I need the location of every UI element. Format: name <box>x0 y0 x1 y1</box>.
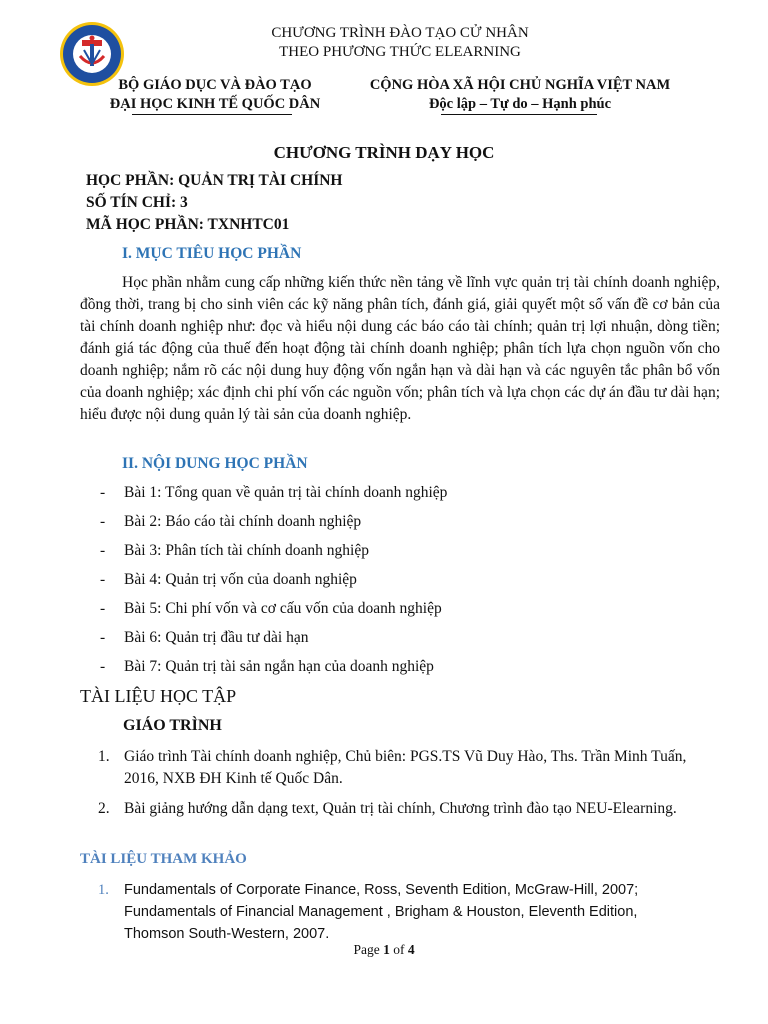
nation-motto: Độc lập – Tự do – Hạnh phúc <box>428 96 612 112</box>
materials-heading: TÀI LIỆU HỌC TẬP <box>80 686 237 706</box>
ministry-name: BỘ GIÁO DỤC VÀ ĐÀO TẠO <box>118 77 312 93</box>
university-underline <box>132 114 292 115</box>
textbook-item <box>98 798 698 820</box>
item-text: Fundamentals of Corporate Finance, Ross, Seventh Edition, McGraw-Hill, 2007; Fundamentals of Financial Management , Brigham & Houston, Eleventh Edition, Thomson South-Western, 2007. <box>124 882 639 942</box>
nation-block <box>352 76 688 114</box>
lesson-item <box>100 484 447 502</box>
lesson-item <box>100 600 442 618</box>
item-text: Bài giảng hướng dẫn dạng text, Quản trị tài chính, Chương trình đào tạo NEU-Elearning. <box>124 800 677 817</box>
lesson-label: Bài 6: Quản trị đầu tư dài hạn <box>124 629 309 646</box>
lesson-label: Bài 1: Tổng quan về quản trị tài chính doanh nghiệp <box>124 484 448 501</box>
lesson-label: Bài 5: Chi phí vốn và cơ cấu vốn của doanh nghiệp <box>124 600 442 617</box>
reference-heading: TÀI LIỆU THAM KHẢO <box>80 851 247 867</box>
bullet-dash: - <box>100 658 106 675</box>
ministry-block <box>80 76 350 114</box>
total-pages: 4 <box>407 942 415 957</box>
lesson-item <box>100 658 434 676</box>
lesson-item <box>100 542 369 560</box>
objectives-paragraph: Học phần nhằm cung cấp những kiến thức nền tảng về lĩnh vực quản trị tài chính doanh nghiệp, đồng thời, trang bị cho sinh viên các kỹ năng phân tích, đánh giá, giải quyết một số vấn đề cơ bản của tài chính doanh nghiệp như: đọc và hiểu nội dung các báo cáo tài chính; quản trị lợi nhuận, dòng tiền; đánh giá tác động của thuế đến hoạt động tài chính doanh nghiệp; phân tích lựa chọn nguồn vốn cho doanh nghiệp; nắm rõ các nội dung huy động vốn ngắn hạn và dài hạn và các nguyên tắc phân bổ vốn của doanh nghiệp; xác định chi phí vốn các nguồn vốn; phân tích và lựa chọn các dự án đầu tư dài hạn; hiểu được nội dung quản lý tài sản của doanh nghiệp. <box>80 274 720 423</box>
course-credits: SỐ TÍN CHỈ: 3 <box>86 194 188 211</box>
section-2-heading: II. NỘI DUNG HỌC PHẦN <box>122 455 308 472</box>
lesson-item <box>100 629 308 647</box>
lesson-label: Bài 4: Quản trị vốn của doanh nghiệp <box>124 571 357 588</box>
current-page: 1 <box>383 942 390 957</box>
textbook-heading: GIÁO TRÌNH <box>123 717 222 734</box>
lesson-item <box>100 513 361 531</box>
bullet-dash: - <box>100 513 106 530</box>
of-word: of <box>393 942 405 957</box>
item-number: 1. <box>98 882 109 898</box>
bullet-dash: - <box>100 571 106 588</box>
section-1-heading: I. MỤC TIÊU HỌC PHẦN <box>122 245 302 262</box>
page-footer <box>0 942 768 958</box>
program-line-2: THEO PHƯƠNG THỨC ELEARNING <box>279 44 521 60</box>
reference-item <box>98 879 698 945</box>
textbook-item <box>98 746 698 790</box>
course-name: HỌC PHẦN: QUẢN TRỊ TÀI CHÍNH <box>86 172 343 189</box>
page-word: Page <box>353 942 380 957</box>
bullet-dash: - <box>100 629 106 646</box>
lesson-item <box>100 571 357 589</box>
item-text: Giáo trình Tài chính doanh nghiệp, Chủ biên: PGS.TS Vũ Duy Hào, Ths. Trần Minh Tuấn, 2016, NXB ĐH Kinh tế Quốc Dân. <box>124 748 687 787</box>
lesson-label: Bài 7: Quản trị tài sản ngắn hạn của doanh nghiệp <box>124 658 434 675</box>
lesson-label: Bài 3: Phân tích tài chính doanh nghiệp <box>124 542 369 559</box>
nation-name: CỘNG HÒA XÃ HỘI CHỦ NGHĨA VIỆT NAM <box>369 77 671 93</box>
motto-underline <box>441 114 597 115</box>
university-name: ĐẠI HỌC KINH TẾ QUỐC DÂN <box>109 96 321 112</box>
program-line-1: CHƯƠNG TRÌNH ĐÀO TẠO CỬ NHÂN <box>271 25 529 41</box>
program-header <box>150 24 650 62</box>
bullet-dash: - <box>100 484 106 501</box>
course-code: MÃ HỌC PHẦN: TXNHTC01 <box>86 216 290 233</box>
bullet-dash: - <box>100 542 106 559</box>
bullet-dash: - <box>100 600 106 617</box>
item-number: 2. <box>98 800 110 817</box>
lesson-label: Bài 2: Báo cáo tài chính doanh nghiệp <box>124 513 362 530</box>
item-number: 1. <box>98 748 110 765</box>
document-title: CHƯƠNG TRÌNH DẠY HỌC <box>273 143 495 162</box>
